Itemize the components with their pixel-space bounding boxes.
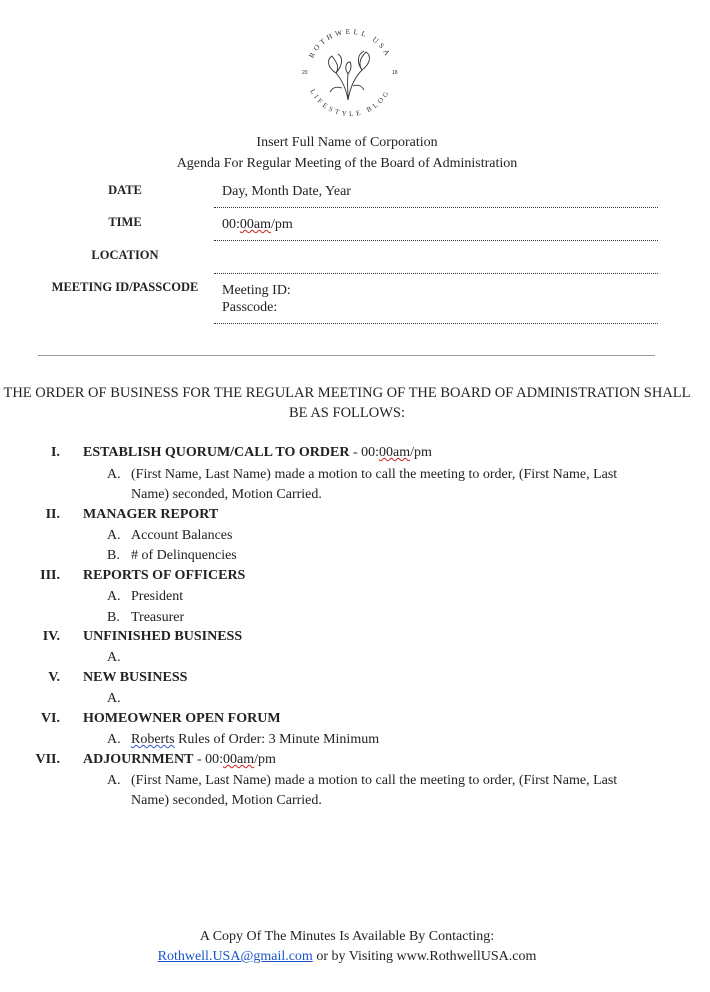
time-label: TIME [108,215,142,229]
location-label: LOCATION [91,248,159,262]
logo-left-mark: 20 [302,70,308,76]
footer-line-1: A Copy Of The Minutes Is Available By Contacting: [199,929,495,944]
section-number: IV. [42,629,60,644]
horizontal-rule [38,355,655,356]
rothwell-logo [296,18,404,126]
section-number: VII. [35,752,60,767]
email-link[interactable]: Rothwell.USA@gmail.com [157,949,313,964]
date-label: DATE [108,183,142,197]
section-title: REPORTS OF OFFICERS [83,568,246,583]
section-number: VI. [40,711,60,726]
location-divider [214,273,658,274]
list-item: A. (First Name, Last Name) made a motion to call the meeting to order, (First Name, Last Name) seconded, Motion Carried. [107,773,618,808]
logo-brand-text: ROTHWELL USA [306,26,394,60]
section-number: II. [45,507,60,522]
logo-right-mark: 18 [392,70,398,76]
date-divider [214,207,658,208]
meeting-id-value: Meeting ID: [222,283,291,298]
list-item: A. Roberts Rules of Order: 3 Minute Minimum [107,732,380,747]
section-number: V. [48,670,60,685]
section-title: MANAGER REPORT [83,507,219,522]
flower-sketch-icon [329,51,370,100]
logo-tagline: LIFESTYLE BLOG [308,87,392,119]
section-number: III. [40,568,60,583]
time-divider [214,240,658,241]
section-title: ADJOURNMENT - 00:00am/pm [83,752,276,767]
time-value: 00:00am/pm [222,217,293,232]
list-item: A. Account Balances [107,528,233,543]
list-item: B. Treasurer [107,610,185,625]
meeting-divider [214,323,658,324]
corporation-name: Insert Full Name of Corporation [256,135,438,150]
section-title: NEW BUSINESS [83,670,188,685]
list-item: B. # of Delinquencies [107,548,237,563]
list-item: A. (First Name, Last Name) made a motion to call the meeting to order, (First Name, Last Name) seconded, Motion Carried. [107,467,618,502]
section-title: HOMEOWNER OPEN FORUM [83,711,281,726]
grammar-roberts: Roberts [131,732,175,747]
section-title: ESTABLISH QUORUM/CALL TO ORDER - 00:00am/pm [83,445,432,460]
agenda-title: Agenda For Regular Meeting of the Board of Administration [176,156,518,171]
passcode-value: Passcode: [222,300,278,315]
list-item: A. [107,691,121,706]
spellcheck-time: 00am [239,217,271,232]
order-of-business-heading: THE ORDER OF BUSINESS FOR THE REGULAR MEETING OF THE BOARD OF ADMINISTRATION SHALL BE AS FOLLOWS: [3,385,691,421]
list-item: A. President [107,589,184,604]
logo-emblem [296,18,404,126]
section-title: UNFINISHED BUSINESS [83,629,243,644]
footer-line-2: Rothwell.USA@gmail.com or by Visiting www.RothwellUSA.com [157,949,537,964]
date-value: Day, Month Date, Year [222,184,351,199]
list-item: A. [107,650,121,665]
section-number: I. [51,445,60,460]
meeting-id-label: MEETING ID/PASSCODE [51,280,199,294]
